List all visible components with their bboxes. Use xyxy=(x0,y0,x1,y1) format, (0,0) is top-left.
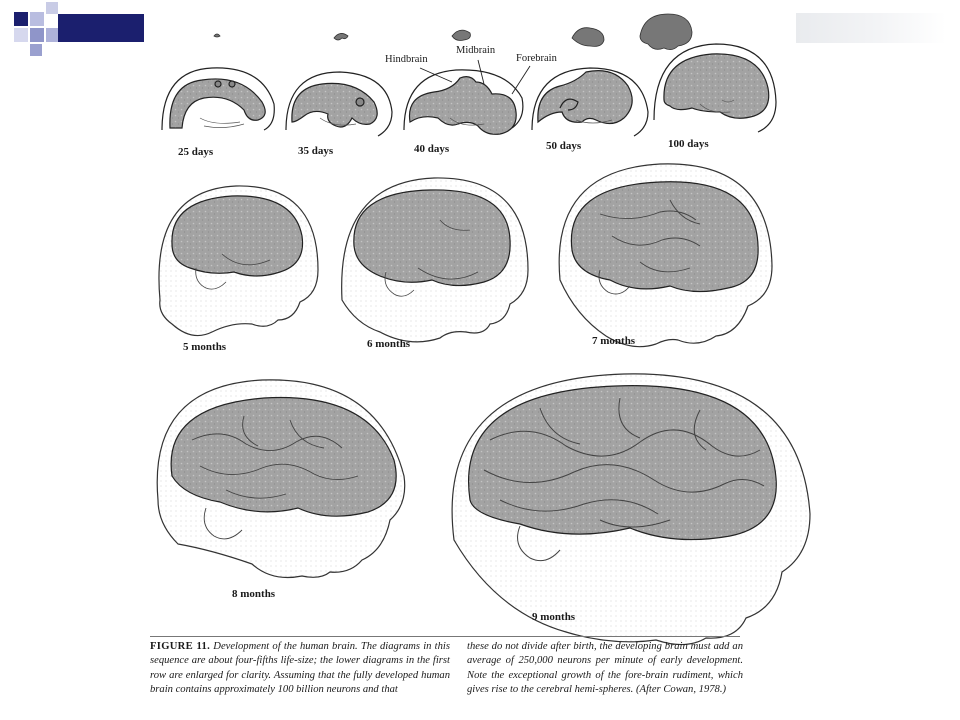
tiny-embryo-40 xyxy=(452,30,470,40)
row3-fetal-brains xyxy=(157,374,810,645)
brain-35 xyxy=(292,83,377,127)
label-forebrain: Forebrain xyxy=(516,53,557,64)
life-size-embryos xyxy=(214,14,692,50)
figure-number: FIGURE 11. xyxy=(150,641,211,652)
brain-50 xyxy=(538,71,632,124)
brain-100 xyxy=(664,54,769,118)
label-50-days: 50 days xyxy=(546,140,582,152)
label-5-months: 5 months xyxy=(183,341,227,353)
brain-5mo xyxy=(172,196,303,276)
caption-left-text: Development of the human brain. The diagrams in this sequence are about four-fifths life-size; the lower diagrams in the first row are enlarged for clarity. Assuming that the fully developed human brain contains approximately 100 billion neurons and that xyxy=(150,641,450,696)
brain-40 xyxy=(410,77,517,135)
label-7-months: 7 months xyxy=(592,335,636,347)
tiny-embryo-100 xyxy=(640,14,692,50)
row2-fetal-brains xyxy=(159,164,772,347)
brain-9mo xyxy=(469,386,777,540)
tiny-embryo-35 xyxy=(334,33,348,40)
label-9-months: 9 months xyxy=(532,611,576,623)
label-8-months: 8 months xyxy=(232,588,276,600)
label-35-days: 35 days xyxy=(298,145,334,157)
tiny-embryo-50 xyxy=(572,28,604,47)
label-hindbrain: Hindbrain xyxy=(385,54,428,65)
caption-right-text: these do not divide after birth, the developing brain must add an average of 250,000 neurons per minute of early development. Note the exceptional growth of the fore-brain rudiment, which gives rise to the cerebral hemi-spheres. (After Cowan, 1978.) xyxy=(467,641,743,696)
label-25-days: 25 days xyxy=(178,146,214,158)
figure-caption-right xyxy=(467,640,743,698)
label-6-months: 6 months xyxy=(367,338,411,350)
caption-divider xyxy=(150,636,740,637)
row1-embryo-brains xyxy=(162,44,776,136)
brain-6mo xyxy=(354,190,510,286)
tiny-embryo-25 xyxy=(214,34,220,37)
label-midbrain: Midbrain xyxy=(456,45,496,56)
label-100-days: 100 days xyxy=(668,138,709,150)
figure-caption-left xyxy=(150,640,450,698)
label-40-days: 40 days xyxy=(414,143,450,155)
